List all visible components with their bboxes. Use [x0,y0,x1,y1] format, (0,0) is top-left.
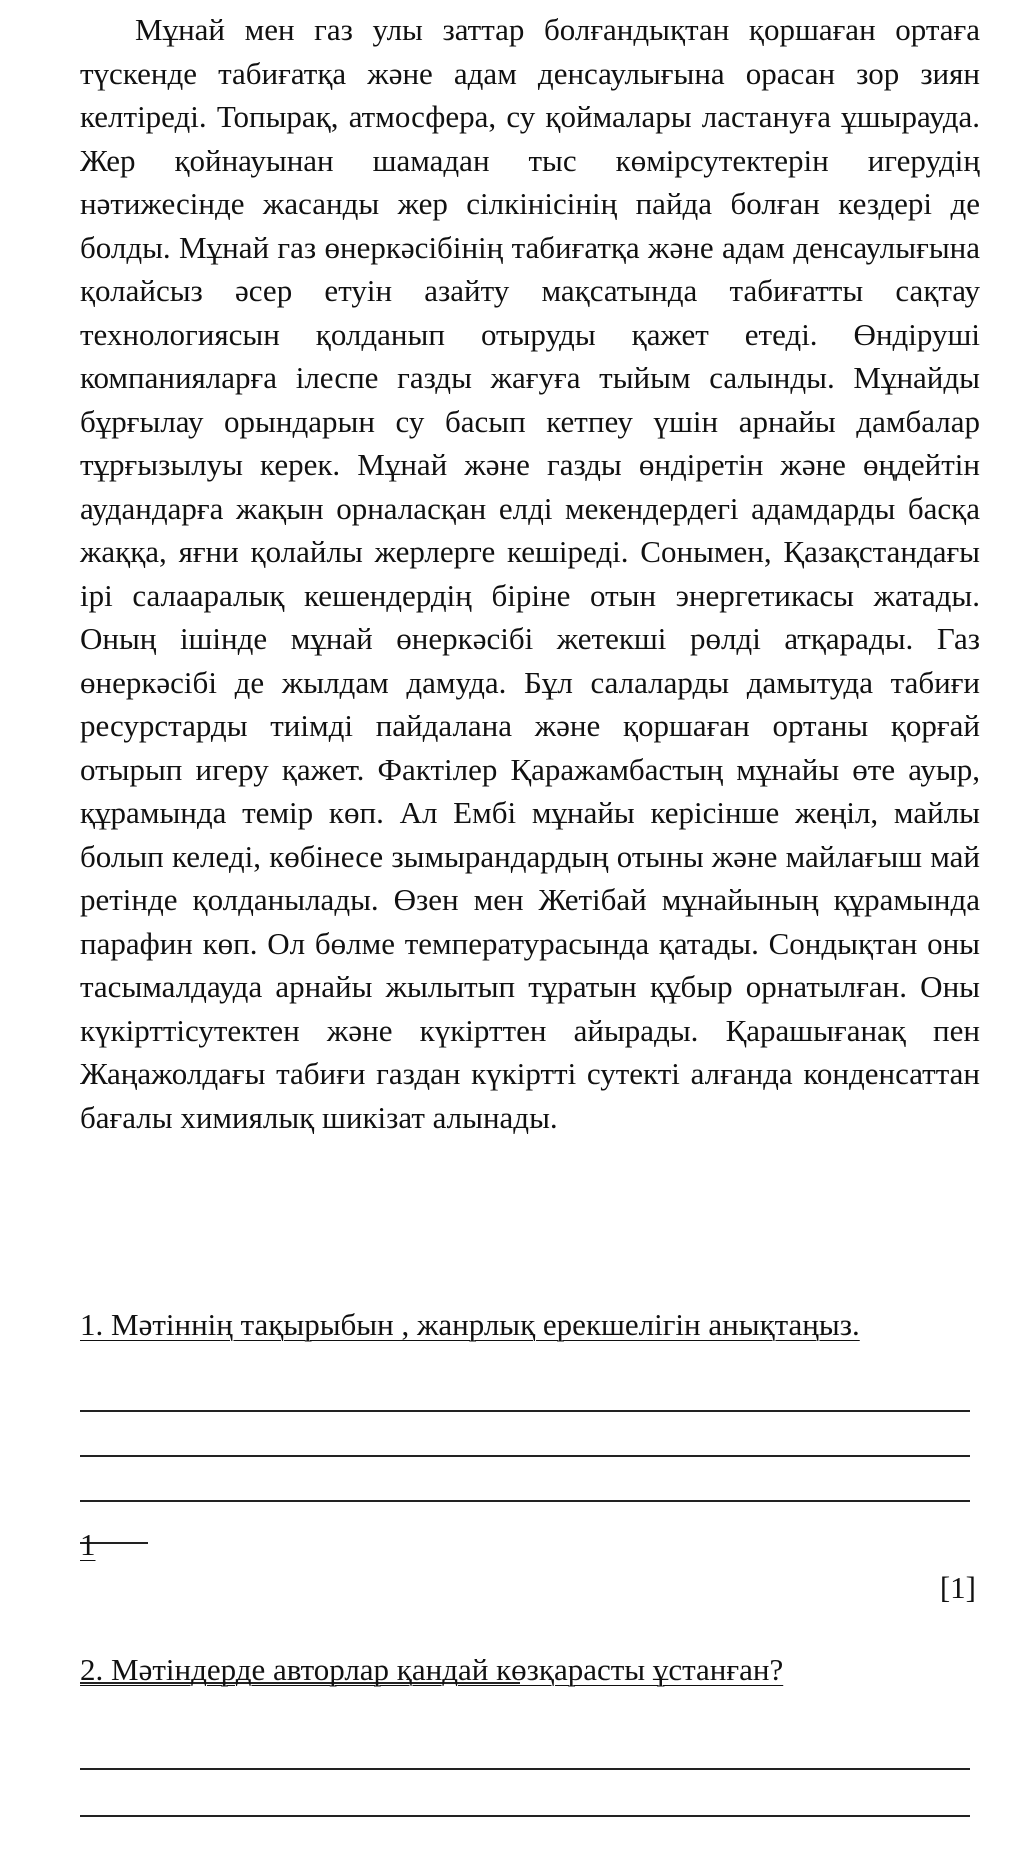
question-2: 2. Мәтіндерде авторлар қандай көзқарасты ұстанған? [80,1652,784,1687]
answer-line[interactable] [80,1815,970,1817]
question-1: 1. Мәтіннің тақырыбын , жанрлық ерекшелігін анықтаңыз. [80,1307,860,1342]
score-label: [1] [939,1570,976,1605]
answer-line[interactable] [80,1768,970,1770]
answer-line[interactable] [80,1500,970,1502]
answer-line[interactable] [80,1410,970,1412]
reading-passage: Мұнай мен газ улы заттар болғандықтан қоршаған ортаға түскенде табиғатқа және адам денсаулығына орасан зор зиян келтіреді. Топырақ, атмосфера, су қоймалары ластануға ұшырауда. Жер қойнауынан шамадан тыс көмірсутектерін игерудің нәтижесінде жасанды жер сілкінісінің пайда болған кездері де болды. Мұнай газ өнеркәсібінің табиғатқа және адам денсаулығына қолайсыз әсер етуін азайту мақсатында табиғатты сақтау технологиясын қолданып отыруды қажет етеді. Өндіруші компанияларға ілеспе газды жағуға тыйым салынды. Мұнайды бұрғылау орындарын су басып кетпеу үшін арнайы дамбалар тұрғызылуы керек. Мұнай және газды өндіретін және өңдейтін аудандарға жақын орналасқан елді мекендердегі адамдарды басқа жаққа, яғни қолайлы жерлерге кешіреді. Сонымен, Қазақстандағы ірі салааралық кешендердің біріне отын энергетикасы жатады. Оның ішінде мұнай өнеркәсібі жетекші рөлді атқарады. Газ өнеркәсібі де жылдам дамуда. Бұл салаларды дамытуда табиғи ресурстарды тиімді пайдалана және қоршаған ортаны қорғай отырып игеру қажет. Фактілер Қаражамбастың мұнайы өте ауыр, құрамында темір көп. Ал Ембі мұнайы керісінше жеңіл, майлы болып келеді, көбінесе зымырандардың отыны және майлағыш май ретінде қолданылады. Өзен мен Жетібай мұнайының құрамында парафин көп. Ол бөлме температурасында қатады. Сондықтан оны тасымалдауда арнайы жылытып тұратын құбыр орнатылған. Оны күкірттісутектен және күкірттен айырады. Қарашығанақ пен Жаңажолдағы табиғи газдан күкіртті сутекті алғанда конденсаттан бағалы химиялық шикізат алынады. [80,12,980,1135]
answer-line[interactable] [80,1455,970,1457]
page-mark: 1 [80,1527,96,1562]
